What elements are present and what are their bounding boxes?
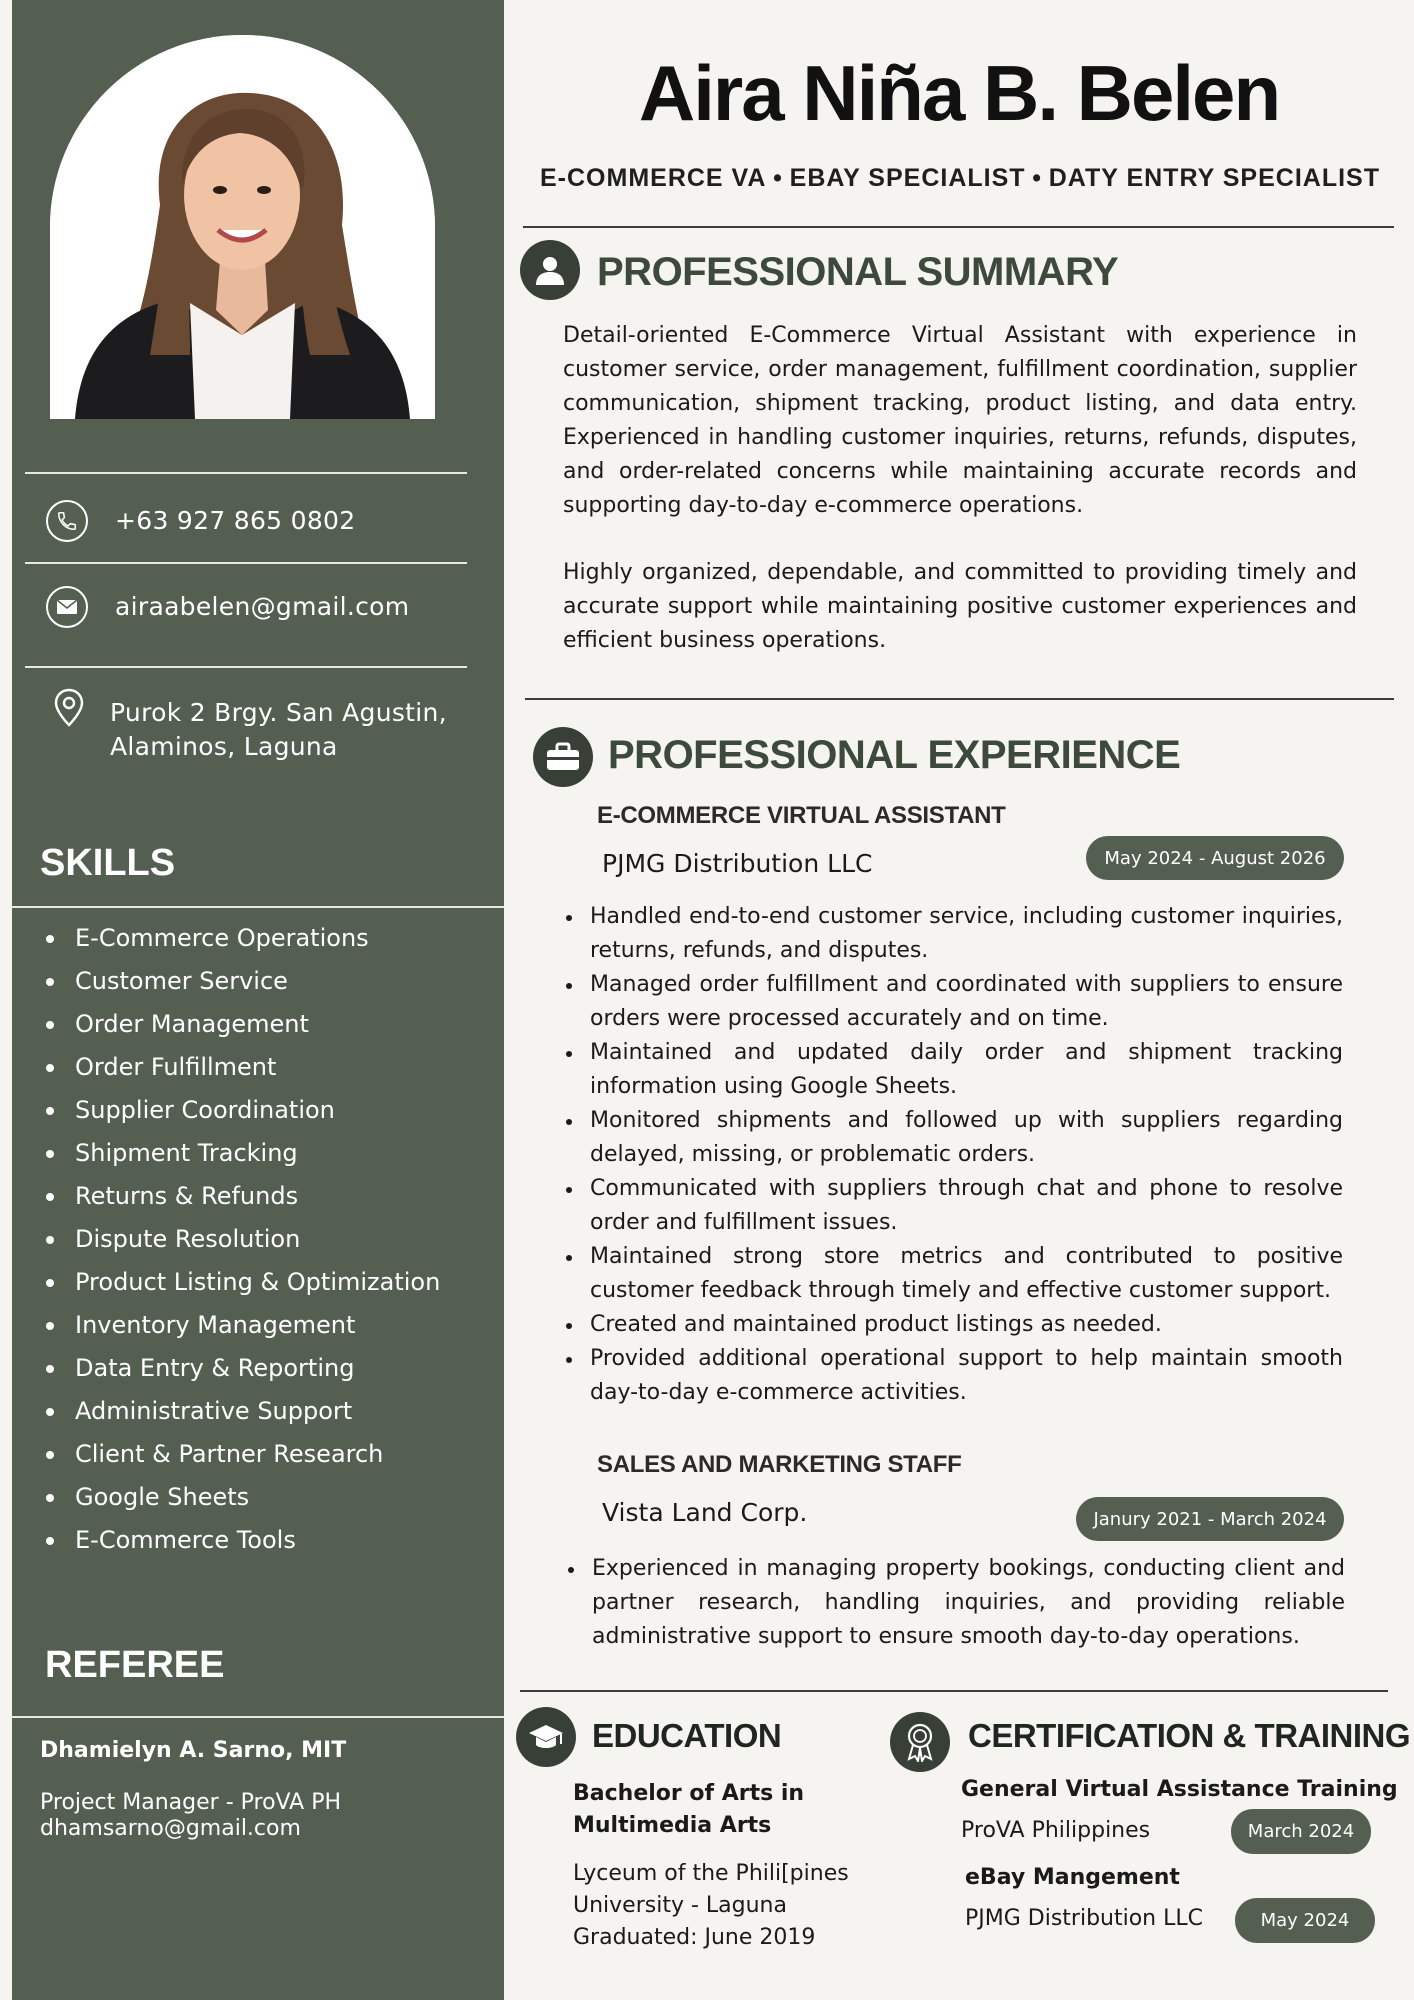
job-bullet: Experienced in managing property bookings, conducting client and partner research, handling inquiries, and providing reliable administrative support to ensure smooth day-to-day operations. [564, 1552, 1345, 1654]
divider [25, 472, 467, 474]
referee-role: Project Manager - ProVA PH [40, 1790, 342, 1815]
phone-icon [46, 500, 88, 542]
graduation-cap-icon [516, 1707, 576, 1767]
divider [25, 562, 467, 564]
degree [573, 1778, 804, 1842]
job-bullet: Handled end-to-end customer service, including customer inquiries, returns, refunds, and disputes. [562, 900, 1343, 968]
skill-item: Supplier Coordination [12, 1089, 504, 1132]
divider [12, 906, 504, 908]
job-bullet: Provided additional operational support to help maintain smooth day-to-day e-commerce activities. [562, 1342, 1343, 1410]
skill-item: Product Listing & Optimization [12, 1261, 504, 1304]
summary-paragraph-1: Detail-oriented E-Commerce Virtual Assistant with experience in customer service, order management, fulfillment coordination, supplier communication, shipment tracking, product listing, and data entry. Experienced in handling customer inquiries, returns, refunds, disputes, and order-related concerns while maintaining accurate records and supporting day-to-day e-commerce operations. [563, 323, 1357, 518]
envelope-icon [46, 586, 88, 628]
referee-email[interactable]: dhamsarno@gmail.com [40, 1816, 301, 1841]
date-badge: March 2024 [1231, 1809, 1371, 1854]
skill-item: Inventory Management [12, 1304, 504, 1347]
divider [12, 1716, 504, 1718]
cert-issuer: ProVA Philippines [961, 1818, 1151, 1843]
job-bullet: Communicated with suppliers through chat and phone to resolve order and fulfillment issues. [562, 1172, 1343, 1240]
job-company: PJMG Distribution LLC [602, 849, 873, 878]
skill-item: Google Sheets [12, 1476, 504, 1519]
title-separator: • [1032, 164, 1043, 192]
school [573, 1858, 849, 1954]
title-separator: • [773, 164, 783, 192]
page-title: Aira Niña B. Belen [638, 49, 1280, 137]
skill-item: Data Entry & Reporting [12, 1347, 504, 1390]
job-title: E-COMMERCE VIRTUAL ASSISTANT [597, 802, 1006, 829]
skill-item: Client & Partner Research [12, 1433, 504, 1476]
degree-line-1: Bachelor of Arts in [573, 1781, 805, 1806]
date-badge: May 2024 [1235, 1898, 1375, 1943]
summary-paragraph-2: Highly organized, dependable, and committed to providing timely and accurate support while maintaining positive customer experiences and efficient business operations. [563, 560, 1357, 653]
title-1: E-COMMERCE VA [540, 164, 767, 192]
skills-list [12, 917, 504, 1562]
job-2-bullets [564, 1552, 1345, 1654]
briefcase-icon [533, 727, 593, 787]
divider [523, 226, 1394, 228]
job-company: Vista Land Corp. [602, 1498, 808, 1527]
summary-heading: PROFESSIONAL SUMMARY [597, 250, 1119, 294]
job-title: SALES AND MARKETING STAFF [597, 1451, 962, 1478]
title-line [540, 164, 1380, 193]
phone-number[interactable]: +63 927 865 0802 [115, 506, 356, 535]
certification-heading: CERTIFICATION & TRAINING [968, 1717, 1411, 1754]
referee-heading: REFEREE [45, 1644, 225, 1686]
title-2: EBAY SPECIALIST [789, 164, 1026, 192]
title-3: DATY ENTRY SPECIALIST [1048, 164, 1380, 192]
skills-heading: SKILLS [40, 842, 176, 884]
address-line-1: Purok 2 Brgy. San Agustin, [110, 698, 447, 727]
user-icon [520, 240, 580, 300]
job-bullet: Maintained strong store metrics and contributed to positive customer feedback through timely and effective customer support. [562, 1240, 1343, 1308]
skill-item: E-Commerce Operations [12, 917, 504, 960]
award-ribbon-icon [890, 1712, 950, 1772]
job-bullet: Maintained and updated daily order and shipment tracking information using Google Sheets. [562, 1036, 1343, 1104]
divider [25, 666, 467, 668]
address-line-2: Alaminos, Laguna [110, 732, 338, 761]
skill-item: Customer Service [12, 960, 504, 1003]
school-line-1: Lyceum of the Phili[pines [573, 1861, 849, 1886]
address [110, 696, 447, 764]
referee-name: Dhamielyn A. Sarno, MIT [40, 1738, 347, 1763]
skill-item: Order Fulfillment [12, 1046, 504, 1089]
date-badge: May 2024 - August 2026 [1086, 836, 1344, 880]
profile-photo [50, 35, 435, 419]
job-bullet: Created and maintained product listings as needed. [562, 1308, 1343, 1342]
cert-title: eBay Mangement [965, 1865, 1180, 1890]
divider [520, 1690, 1388, 1692]
job-bullet: Monitored shipments and followed up with suppliers regarding delayed, missing, or problematic orders. [562, 1104, 1343, 1172]
email-address[interactable]: airaabelen@gmail.com [115, 592, 410, 621]
degree-line-2: Multimedia Arts [573, 1813, 772, 1838]
job-bullet: Managed order fulfillment and coordinated with suppliers to ensure orders were processed accurately and on time. [562, 968, 1343, 1036]
location-pin-icon [52, 688, 86, 732]
job-1-bullets [562, 900, 1343, 1410]
school-line-2: University - Laguna [573, 1893, 787, 1918]
cert-issuer: PJMG Distribution LLC [965, 1906, 1203, 1931]
date-badge: Janury 2021 - March 2024 [1076, 1497, 1344, 1541]
cert-title: General Virtual Assistance Training [961, 1777, 1398, 1802]
skill-item: Shipment Tracking [12, 1132, 504, 1175]
education-heading: EDUCATION [592, 1717, 782, 1754]
skill-item: Returns & Refunds [12, 1175, 504, 1218]
graduation-date: Graduated: June 2019 [573, 1925, 816, 1950]
skill-item: Dispute Resolution [12, 1218, 504, 1261]
skill-item: E-Commerce Tools [12, 1519, 504, 1562]
experience-heading: PROFESSIONAL EXPERIENCE [608, 733, 1181, 777]
skill-item: Order Management [12, 1003, 504, 1046]
divider [525, 698, 1394, 700]
skill-item: Administrative Support [12, 1390, 504, 1433]
